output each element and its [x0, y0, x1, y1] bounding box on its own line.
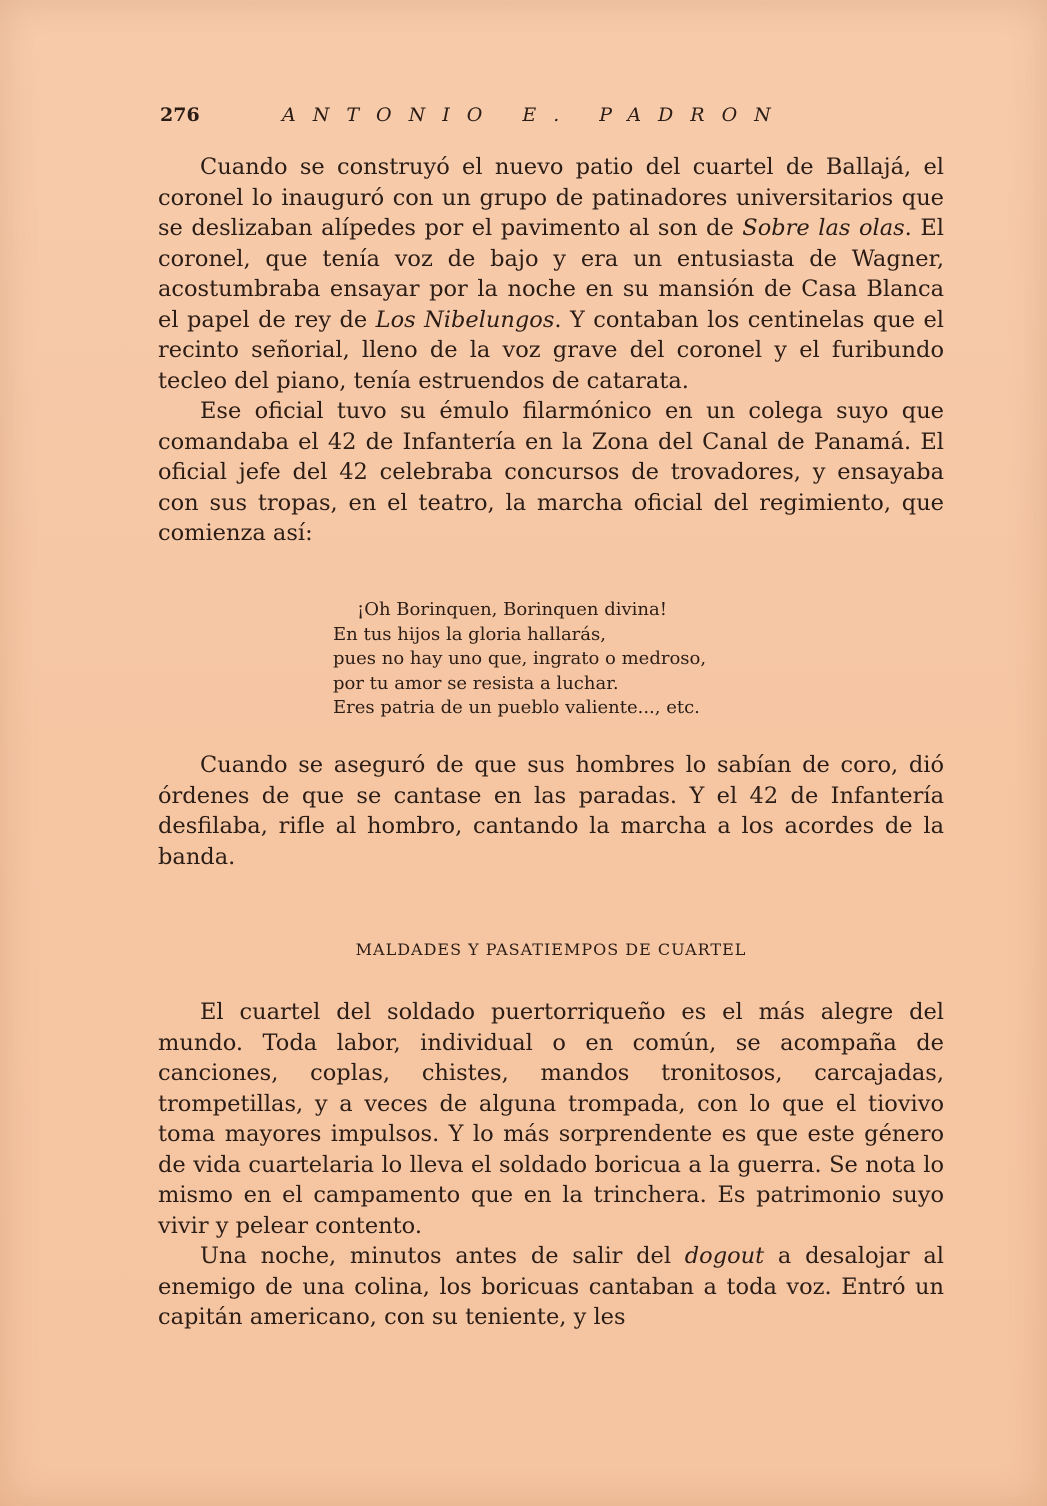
- poem-quote: [333, 598, 706, 721]
- text-run: Una noche, minutos antes de salir del: [200, 1243, 685, 1269]
- text-block-bottom: [158, 997, 944, 1333]
- paragraph: [158, 750, 944, 872]
- italic-title-run: Los Nibelungos: [375, 306, 555, 333]
- italic-word-run: dogout: [684, 1243, 765, 1269]
- poem-line: Eres patria de un pueblo valiente..., etc.: [333, 697, 700, 718]
- page-number: 276: [160, 104, 200, 126]
- poem-line: ¡Oh Borinquen, Borinquen divina!: [357, 599, 667, 620]
- paragraph: [158, 396, 944, 549]
- text-run: Ese oficial tuvo su émulo filarmónico en un colega suyo que comandaba el 42 de Infantería en la Zona del Canal de Panamá. El oficial jefe del 42 celebraba concursos de trovadores, y ensayaba con sus tropas, en el teatro, la marcha oficial del regimiento, que comienza así:: [158, 398, 944, 546]
- text-run: El cuartel del soldado puertorriqueño es el más alegre del mundo. Toda labor, individual o en común, se acompaña de canciones, coplas, chistes, mandos tronitosos, carcajadas, trompetillas, y a veces de alguna trompada, con lo que el tiovivo toma mayores impulsos. Y lo más sorprendente es que este género de vida cuartelaria lo lleva el soldado boricua a la guerra. Se nota lo mismo en el campamento que en la trinchera. Es patrimonio suyo vivir y pelear contento.: [158, 999, 944, 1239]
- running-title: ANTONIO E. PADRON: [282, 104, 788, 126]
- paragraph: [158, 997, 944, 1241]
- text-block-middle: [158, 750, 944, 872]
- italic-title-run: Sobre las olas: [742, 215, 905, 241]
- section-heading: MALDADES Y PASATIEMPOS DE CUARTEL: [355, 940, 747, 959]
- paragraph: [158, 1241, 944, 1333]
- poem-line: por tu amor se resista a luchar.: [333, 672, 619, 694]
- paragraph: [158, 152, 944, 396]
- text-block-top: [158, 152, 944, 549]
- text-run: Cuando se aseguró de que sus hombres lo sabían de coro, dió órdenes de que se cantase en las paradas. Y el 42 de Infantería desfilaba, rifle al hombro, cantando la marcha a los acordes de la banda.: [158, 752, 944, 870]
- running-head: [160, 104, 860, 134]
- text-run: Cuando se construyó el nuevo patio del cuartel de Ballajá, el coronel lo inauguró con un grupo de patinadores universitarios que se deslizaban alípedes por el pavimento al son de: [158, 154, 944, 241]
- text-run: . El coronel, que tenía voz de bajo y era un entusiasta de Wagner, acostumbraba ensayar por la noche en su mansión de Casa Blanca el papel de rey de: [158, 215, 944, 333]
- poem-line: pues no hay uno que, ingrato o medroso,: [333, 648, 707, 669]
- poem-line: En tus hijos la gloria hallarás,: [333, 623, 606, 645]
- text-run: a desalojar al enemigo de una colina, los boricuas cantaban a toda voz. Entró un capitán americano, con su teniente, y les: [158, 1243, 944, 1330]
- text-run: . Y contaban los centinelas que el recinto señorial, lleno de la voz grave del coronel y el furibundo tecleo del piano, tenía estruendos de catarata.: [158, 306, 944, 394]
